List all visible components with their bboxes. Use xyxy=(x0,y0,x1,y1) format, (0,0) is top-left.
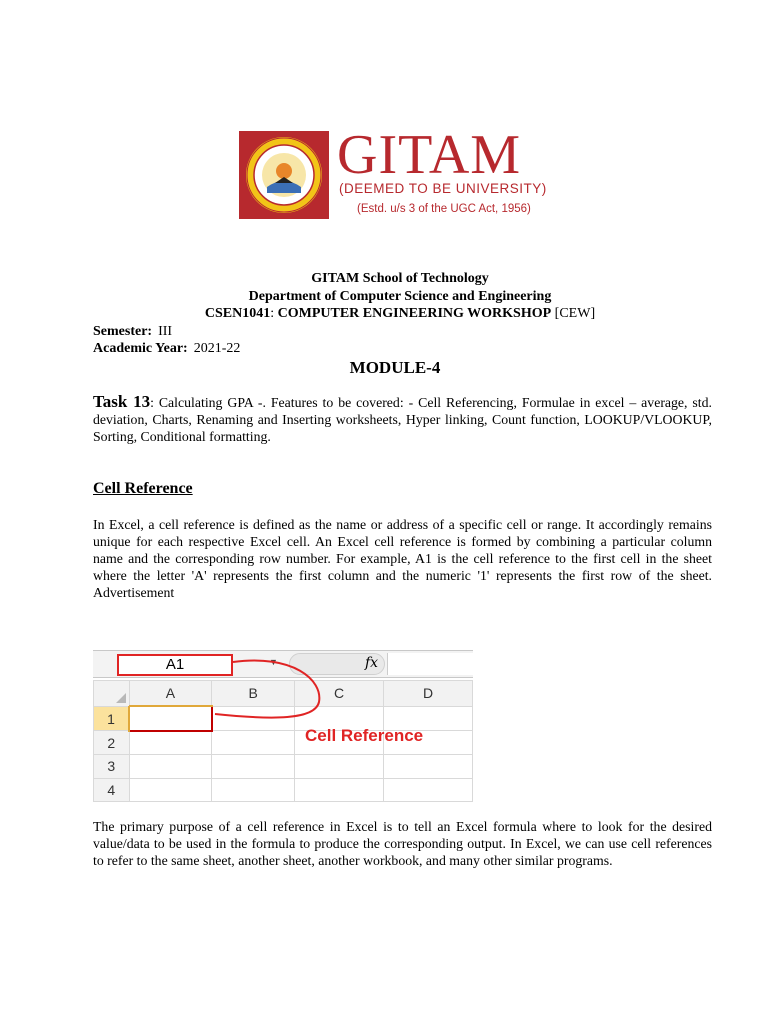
column-header-b: B xyxy=(212,681,295,707)
row-header-1: 1 xyxy=(94,706,130,730)
course-abbreviation: [CEW] xyxy=(551,306,596,321)
semester-value: III xyxy=(158,324,173,339)
cell-reference-purpose-paragraph: The primary purpose of a cell reference in Excel is to tell an Excel formula where to look for the desired value/data to be used in the formula to produce the corresponding output. In Excel, we can use cell references to refer to the same sheet, another sheet, another workbook, and many other similar programs. xyxy=(93,819,712,868)
course-separator: : xyxy=(270,306,278,321)
semester-line xyxy=(93,323,172,340)
academic-year-value: 2021-22 xyxy=(193,341,241,356)
gitam-logo xyxy=(239,124,559,223)
name-box: A1 xyxy=(117,654,233,676)
function-icon: fx xyxy=(365,655,379,671)
column-header-c: C xyxy=(295,681,384,707)
academic-year-label: Academic Year: xyxy=(93,341,188,356)
course-name: COMPUTER ENGINEERING WORKSHOP xyxy=(277,306,552,321)
department-name: Department of Computer Science and Engineering xyxy=(248,289,552,304)
cell-reference-callout-label: Cell Reference xyxy=(305,726,424,745)
semester-label: Semester: xyxy=(93,324,153,339)
academic-year-line xyxy=(93,340,240,357)
logo-brand-text: GITAM xyxy=(337,124,522,186)
excel-screenshot-figure xyxy=(93,650,473,802)
logo-estd-text: (Estd. u/s 3 of the UGC Act, 1956) xyxy=(357,203,531,215)
row-header-3: 3 xyxy=(94,755,130,778)
row-header-2: 2 xyxy=(94,731,130,755)
course-code: CSEN1041 xyxy=(204,306,271,321)
course-title xyxy=(0,305,768,322)
row-header-4: 4 xyxy=(94,778,130,801)
university-emblem-icon xyxy=(239,131,329,219)
logo-deemed-text: (DEEMED TO BE UNIVERSITY) xyxy=(339,181,547,196)
task-text: : Calculating GPA -. Features to be covered: - Cell Referencing, Formulae in excel – average, std. deviation, Charts, Renaming and Inserting worksheets, Hyper linking, Count function, LOOKUP/VLOOKUP, Sorting, Conditional formatting. xyxy=(93,395,712,444)
task-description xyxy=(93,393,712,445)
module-title: MODULE-4 xyxy=(349,358,441,377)
cell-reference-paragraph: In Excel, a cell reference is defined as the name or address of a specific cell or range. It accordingly remains unique for each respective Excel cell. An Excel cell reference is formed by combining a particular column name and the corresponding row number. For example, A1 is the cell reference to the first cell in the sheet where the letter 'A' represents the first column and the numeric '1' represents the first row of the sheet. Advertisement xyxy=(93,517,712,600)
task-label: Task 13 xyxy=(93,392,151,411)
school-name: GITAM School of Technology xyxy=(311,271,489,286)
name-box-dropdown-icon: ▼ xyxy=(269,657,278,667)
column-header-d: D xyxy=(384,681,473,707)
section-heading: Cell Reference xyxy=(93,480,193,497)
column-header-a: A xyxy=(129,681,212,707)
